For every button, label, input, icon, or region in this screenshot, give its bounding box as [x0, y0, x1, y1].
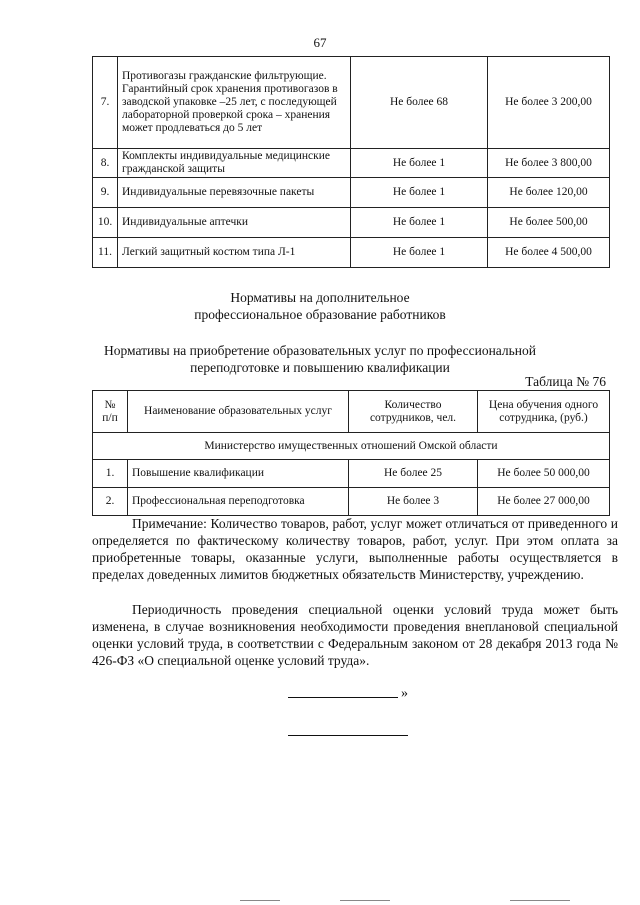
item-name: Противогазы гражданские фильтрующие. Гарантийный срок хранения противогазов в заводской упаковке –25 лет, с последующей лабораторной проверкой срока – хранения может продлеваться до 5 лет [118, 57, 351, 149]
table-row [93, 208, 610, 238]
education-services-table [92, 390, 610, 516]
closing-quote: » [401, 686, 408, 701]
item-name: Индивидуальные перевязочные пакеты [118, 178, 351, 208]
sub-heading-line1: Нормативы на приобретение образовательных услуг по профессиональной [103, 343, 537, 358]
sub-heading-line2: переподготовке и повышению квалификации [190, 360, 450, 375]
table-row [93, 488, 610, 516]
item-name: Комплекты индивидуальные медицинские гражданской защиты [118, 149, 351, 178]
item-price: Не более 3 200,00 [488, 57, 610, 149]
row-number: 1. [93, 460, 128, 488]
protective-equipment-table [92, 56, 610, 268]
header-row [93, 391, 610, 433]
service-name: Профессиональная переподготовка [128, 488, 349, 516]
item-quantity: Не более 1 [351, 178, 488, 208]
item-price: Не более 500,00 [488, 208, 610, 238]
item-quantity: Не более 1 [351, 238, 488, 268]
row-number: 10. [93, 208, 118, 238]
item-name: Индивидуальные аптечки [118, 208, 351, 238]
item-price: Не более 4 500,00 [488, 238, 610, 268]
scan-artifact [240, 900, 280, 901]
row-number: 9. [93, 178, 118, 208]
table-row [93, 460, 610, 488]
table-row [93, 149, 610, 178]
item-quantity: Не более 1 [351, 149, 488, 178]
header-name: Наименование образовательных услуг [128, 391, 349, 433]
header-price: Цена обучения одного сотрудника, (руб.) [478, 391, 610, 433]
scan-artifact [340, 900, 390, 901]
group-title: Министерство имущественных отношений Омской области [93, 433, 610, 460]
scan-artifact [510, 900, 570, 901]
item-quantity: Не более 1 [351, 208, 488, 238]
row-number: 2. [93, 488, 128, 516]
service-price: Не более 27 000,00 [478, 488, 610, 516]
service-quantity: Не более 25 [349, 460, 478, 488]
service-name: Повышение квалификации [128, 460, 349, 488]
service-price: Не более 50 000,00 [478, 460, 610, 488]
header-quantity: Количество сотрудников, чел. [349, 391, 478, 433]
section-heading-line1: Нормативы на дополнительное [230, 290, 410, 305]
item-quantity: Не более 68 [351, 57, 488, 149]
periodicity-paragraph: Периодичность проведения специальной оценки условий труда может быть изменена, в случае возникновения необходимости проведения внеплановой специальной оценки условий труда, в соответствии с Федеральным законом от 28 декабря 2013 года № 426-ФЗ «О специальной оценке условий труда». [92, 602, 618, 668]
group-row [93, 433, 610, 460]
signature-line [288, 697, 398, 698]
header-number [93, 391, 128, 433]
table-row [93, 178, 610, 208]
table-row [93, 57, 610, 149]
item-price: Не более 120,00 [488, 178, 610, 208]
item-name: Легкий защитный костюм типа Л-1 [118, 238, 351, 268]
header-number-line1: № [104, 398, 116, 411]
note-paragraph: Примечание: Количество товаров, работ, услуг может отличаться от приведенного и определяется по фактическому количеству товаров, работ, услуг. При этом оплата за приобретенные товары, оказанные услуги, выполненные работы осуществляется в пределах доведенных лимитов бюджетных обязательств Министерству, учреждению. [92, 516, 618, 582]
header-number-line2: п/п [102, 411, 118, 424]
separator-line [288, 735, 408, 736]
row-number: 7. [93, 57, 118, 149]
item-price: Не более 3 800,00 [488, 149, 610, 178]
table-row [93, 238, 610, 268]
row-number: 11. [93, 238, 118, 268]
row-number: 8. [93, 149, 118, 178]
table-label: Таблица № 76 [525, 374, 606, 389]
page-number: 67 [313, 35, 327, 50]
service-quantity: Не более 3 [349, 488, 478, 516]
section-heading-line2: профессиональное образование работников [194, 307, 446, 322]
